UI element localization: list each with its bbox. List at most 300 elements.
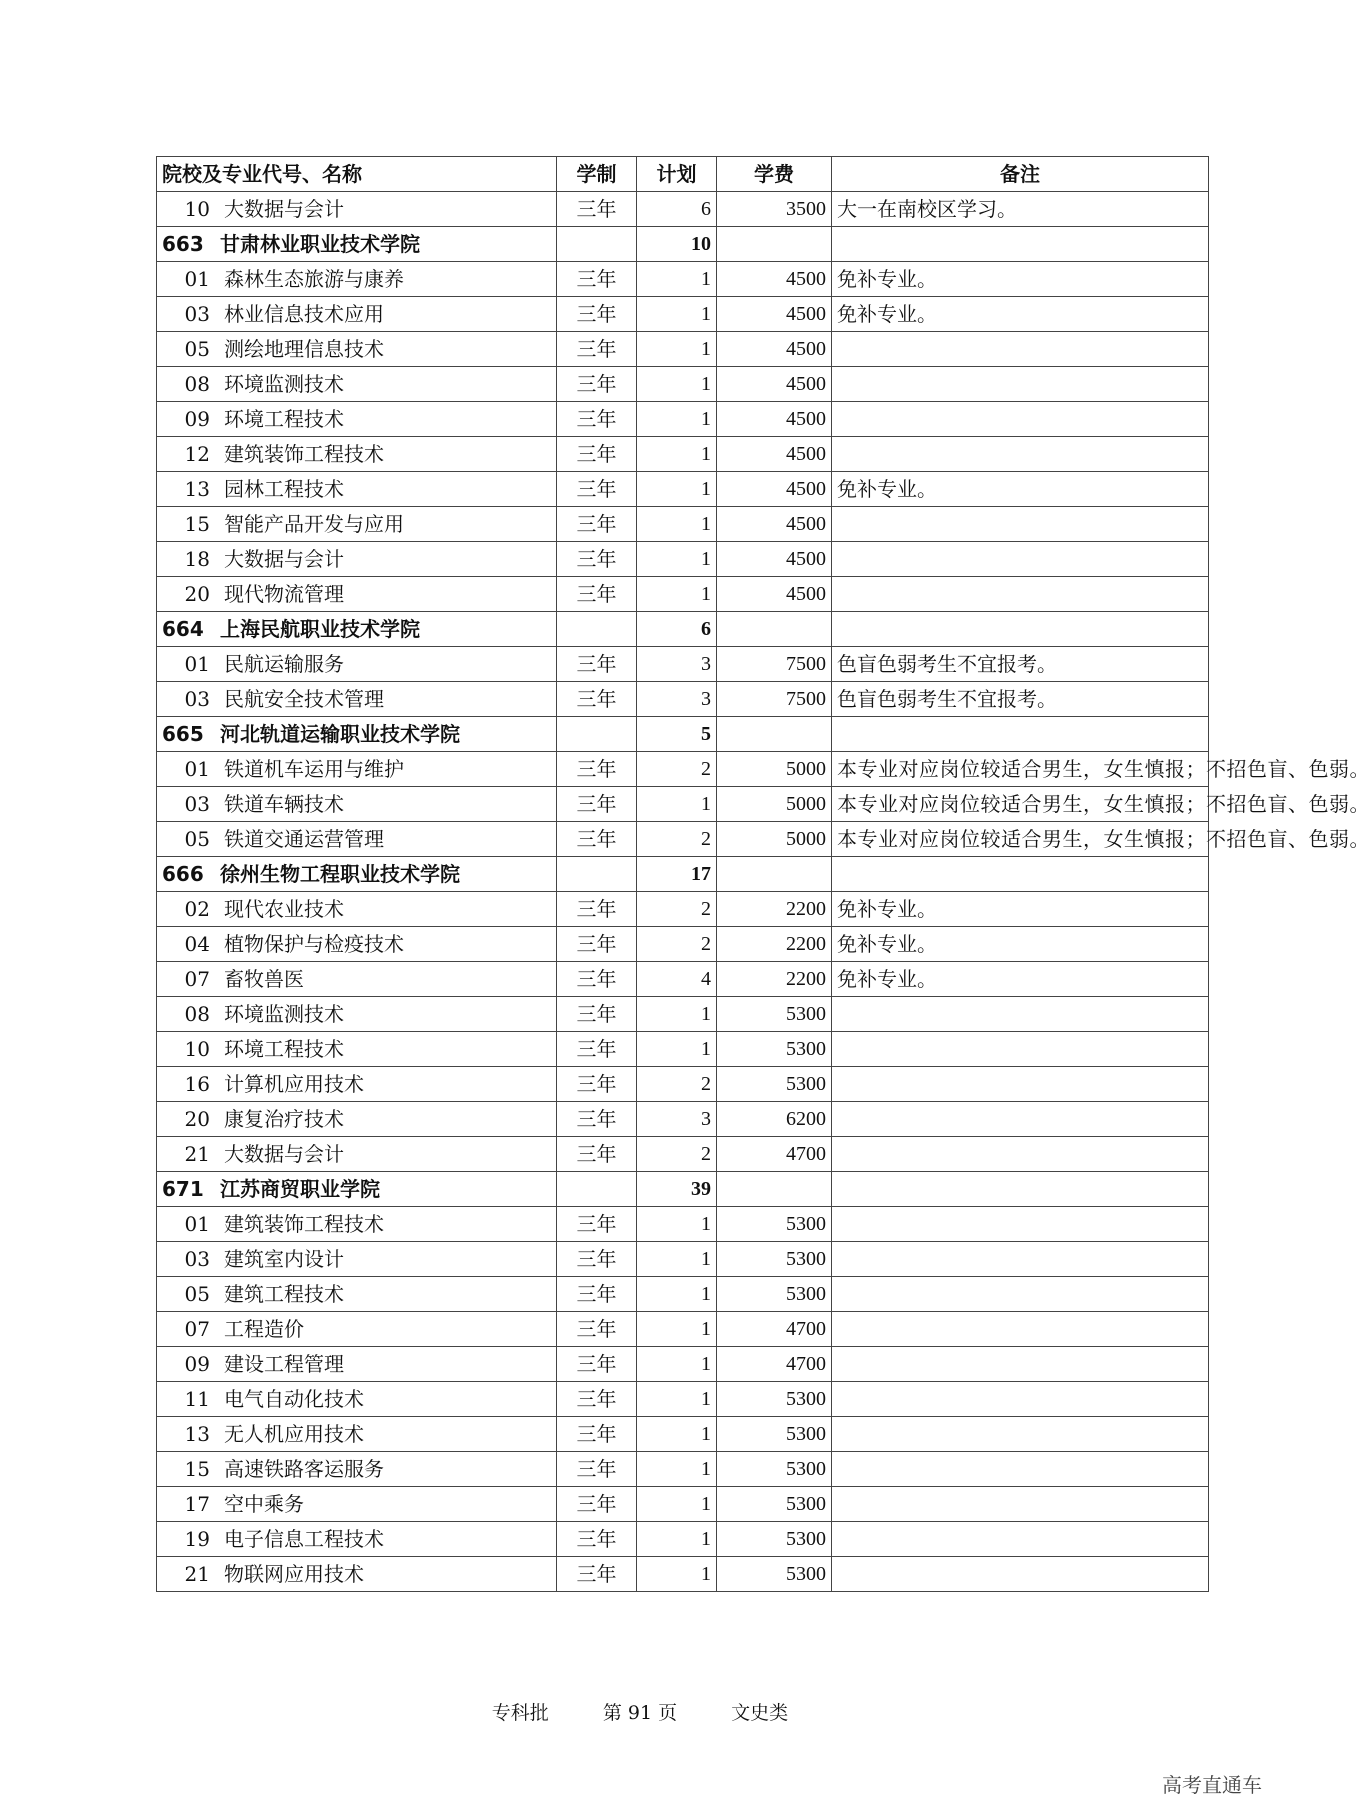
major-name: 林业信息技术应用 [224, 301, 384, 326]
major-row [157, 1557, 1209, 1592]
note-cell: 免补专业。 [832, 927, 1209, 962]
major-row [157, 1382, 1209, 1417]
years-cell: 三年 [557, 822, 637, 857]
major-name: 建设工程管理 [224, 1351, 344, 1376]
note-cell [832, 577, 1209, 612]
major-name-cell [157, 542, 557, 577]
major-code: 03 [184, 301, 210, 326]
fee-cell: 4500 [717, 367, 832, 402]
major-name-cell [157, 682, 557, 717]
school-name-cell [157, 612, 557, 647]
major-row [157, 892, 1209, 927]
plan-cell: 1 [637, 1032, 717, 1067]
plan-cell: 2 [637, 1137, 717, 1172]
note-cell: 色盲色弱考生不宜报考。 [832, 647, 1209, 682]
major-code: 15 [184, 1456, 210, 1481]
years-cell [557, 612, 637, 647]
school-plan-total: 5 [637, 717, 717, 752]
major-name: 环境工程技术 [224, 1036, 344, 1061]
plan-cell: 3 [637, 647, 717, 682]
years-cell: 三年 [557, 1487, 637, 1522]
major-code: 21 [184, 1141, 210, 1166]
note-cell [832, 997, 1209, 1032]
note-cell [832, 1102, 1209, 1137]
major-name: 植物保护与检疫技术 [224, 931, 404, 956]
plan-cell: 3 [637, 682, 717, 717]
major-code: 01 [184, 756, 210, 781]
years-cell: 三年 [557, 997, 637, 1032]
years-cell: 三年 [557, 297, 637, 332]
plan-cell: 1 [637, 542, 717, 577]
table-header-row [157, 157, 1209, 192]
major-name: 畜牧兽医 [224, 966, 304, 991]
years-cell: 三年 [557, 927, 637, 962]
years-cell: 三年 [557, 542, 637, 577]
major-code: 10 [184, 196, 210, 221]
years-cell: 三年 [557, 332, 637, 367]
fee-cell [717, 717, 832, 752]
school-code: 664 [162, 616, 204, 641]
school-row [157, 227, 1209, 262]
major-name-cell [157, 262, 557, 297]
header-fee: 学费 [717, 157, 832, 192]
note-cell [832, 1452, 1209, 1487]
major-name-cell [157, 647, 557, 682]
note-cell: 色盲色弱考生不宜报考。 [832, 682, 1209, 717]
years-cell [557, 857, 637, 892]
major-name-cell [157, 297, 557, 332]
major-row [157, 192, 1209, 227]
note-cell [832, 1522, 1209, 1557]
major-name-cell [157, 962, 557, 997]
note-cell [832, 367, 1209, 402]
fee-cell: 5300 [717, 1452, 832, 1487]
years-cell: 三年 [557, 787, 637, 822]
major-code: 03 [184, 1246, 210, 1271]
note-cell [832, 1417, 1209, 1452]
years-cell: 三年 [557, 1452, 637, 1487]
fee-cell: 4500 [717, 262, 832, 297]
major-code: 12 [184, 441, 210, 466]
major-name: 高速铁路客运服务 [224, 1456, 384, 1481]
major-row [157, 1067, 1209, 1102]
fee-cell: 5300 [717, 1557, 832, 1592]
plan-cell: 1 [637, 332, 717, 367]
major-row [157, 787, 1209, 822]
plan-cell: 1 [637, 1312, 717, 1347]
plan-cell: 1 [637, 1452, 717, 1487]
major-name-cell [157, 1102, 557, 1137]
years-cell: 三年 [557, 752, 637, 787]
note-cell [832, 542, 1209, 577]
major-name: 环境工程技术 [224, 406, 344, 431]
major-name: 大数据与会计 [224, 546, 344, 571]
page-footer [0, 1698, 1280, 1725]
major-row [157, 297, 1209, 332]
major-code: 21 [184, 1561, 210, 1586]
major-row [157, 1312, 1209, 1347]
major-name-cell [157, 997, 557, 1032]
school-plan-total: 39 [637, 1172, 717, 1207]
major-name-cell [157, 1067, 557, 1102]
major-row [157, 1277, 1209, 1312]
major-name-cell [157, 1312, 557, 1347]
major-row [157, 472, 1209, 507]
major-row [157, 402, 1209, 437]
major-code: 03 [184, 686, 210, 711]
fee-cell: 4500 [717, 297, 832, 332]
school-code: 666 [162, 861, 204, 886]
major-row [157, 542, 1209, 577]
fee-cell: 4500 [717, 437, 832, 472]
major-name-cell [157, 332, 557, 367]
fee-cell: 4700 [717, 1312, 832, 1347]
major-name: 无人机应用技术 [224, 1421, 364, 1446]
years-cell: 三年 [557, 682, 637, 717]
major-name: 民航运输服务 [224, 651, 344, 676]
school-name: 甘肃林业职业技术学院 [220, 231, 420, 256]
school-name-cell [157, 227, 557, 262]
years-cell: 三年 [557, 1067, 637, 1102]
major-name-cell [157, 577, 557, 612]
major-code: 18 [184, 546, 210, 571]
major-row [157, 1137, 1209, 1172]
major-name: 建筑装饰工程技术 [224, 441, 384, 466]
note-cell [832, 1242, 1209, 1277]
major-code: 01 [184, 266, 210, 291]
major-name-cell [157, 1207, 557, 1242]
years-cell: 三年 [557, 647, 637, 682]
note-cell [832, 507, 1209, 542]
fee-cell: 5300 [717, 1487, 832, 1522]
fee-cell: 7500 [717, 647, 832, 682]
major-name-cell [157, 437, 557, 472]
major-row [157, 507, 1209, 542]
years-cell: 三年 [557, 1522, 637, 1557]
major-code: 01 [184, 651, 210, 676]
fee-cell: 5300 [717, 1207, 832, 1242]
plan-cell: 1 [637, 1417, 717, 1452]
major-row [157, 1487, 1209, 1522]
major-code: 05 [184, 336, 210, 361]
major-name-cell [157, 927, 557, 962]
plan-cell: 1 [637, 507, 717, 542]
plan-cell: 1 [637, 402, 717, 437]
note-cell [832, 1557, 1209, 1592]
major-name-cell [157, 1557, 557, 1592]
school-code: 671 [162, 1176, 204, 1201]
school-name-cell [157, 717, 557, 752]
years-cell: 三年 [557, 1557, 637, 1592]
major-code: 20 [184, 1106, 210, 1131]
note-cell [832, 1277, 1209, 1312]
fee-cell: 2200 [717, 962, 832, 997]
years-cell [557, 717, 637, 752]
major-name-cell [157, 507, 557, 542]
plan-cell: 1 [637, 1242, 717, 1277]
major-name-cell [157, 1347, 557, 1382]
major-name-cell [157, 1522, 557, 1557]
plan-cell: 2 [637, 752, 717, 787]
note-cell [832, 1312, 1209, 1347]
major-code: 17 [184, 1491, 210, 1516]
school-row [157, 612, 1209, 647]
school-name: 徐州生物工程职业技术学院 [220, 861, 460, 886]
major-row [157, 997, 1209, 1032]
note-cell [832, 612, 1209, 647]
note-cell: 免补专业。 [832, 472, 1209, 507]
plan-cell: 1 [637, 472, 717, 507]
plan-cell: 1 [637, 1557, 717, 1592]
major-code: 08 [184, 371, 210, 396]
note-cell: 免补专业。 [832, 962, 1209, 997]
major-name-cell [157, 1382, 557, 1417]
fee-cell: 5300 [717, 997, 832, 1032]
major-row [157, 752, 1209, 787]
plan-cell: 3 [637, 1102, 717, 1137]
major-row [157, 262, 1209, 297]
major-row [157, 1417, 1209, 1452]
fee-cell: 4500 [717, 507, 832, 542]
plan-cell: 1 [637, 997, 717, 1032]
major-name: 工程造价 [224, 1316, 304, 1341]
major-name-cell [157, 472, 557, 507]
major-code: 07 [184, 1316, 210, 1341]
major-name-cell [157, 892, 557, 927]
header-years: 学制 [557, 157, 637, 192]
major-row [157, 927, 1209, 962]
enrollment-table [156, 156, 1370, 1592]
major-name-cell [157, 1137, 557, 1172]
major-name: 民航安全技术管理 [224, 686, 384, 711]
years-cell: 三年 [557, 367, 637, 402]
years-cell: 三年 [557, 1347, 637, 1382]
school-code: 663 [162, 231, 204, 256]
fee-cell [717, 612, 832, 647]
plan-cell: 1 [637, 1347, 717, 1382]
school-row [157, 1172, 1209, 1207]
major-code: 07 [184, 966, 210, 991]
plan-cell: 2 [637, 892, 717, 927]
major-name: 铁道机车运用与维护 [224, 756, 404, 781]
major-row [157, 1347, 1209, 1382]
note-cell [832, 402, 1209, 437]
note-cell: 本专业对应岗位较适合男生，女生慎报；不招色盲、色弱。 [832, 787, 1209, 822]
major-code: 09 [184, 406, 210, 431]
major-code: 15 [184, 511, 210, 536]
plan-cell: 1 [637, 297, 717, 332]
major-name: 康复治疗技术 [224, 1106, 344, 1131]
note-cell [832, 227, 1209, 262]
years-cell: 三年 [557, 262, 637, 297]
note-cell: 本专业对应岗位较适合男生，女生慎报；不招色盲、色弱。 [832, 822, 1209, 857]
major-code: 09 [184, 1351, 210, 1376]
school-name-cell [157, 1172, 557, 1207]
major-code: 05 [184, 1281, 210, 1306]
years-cell: 三年 [557, 402, 637, 437]
major-row [157, 367, 1209, 402]
note-cell: 免补专业。 [832, 262, 1209, 297]
major-name: 智能产品开发与应用 [224, 511, 404, 536]
major-name: 环境监测技术 [224, 1001, 344, 1026]
major-row [157, 577, 1209, 612]
major-code: 10 [184, 1036, 210, 1061]
plan-cell: 2 [637, 1067, 717, 1102]
major-code: 19 [184, 1526, 210, 1551]
major-code: 20 [184, 581, 210, 606]
school-plan-total: 17 [637, 857, 717, 892]
note-cell [832, 1172, 1209, 1207]
plan-cell: 2 [637, 927, 717, 962]
major-code: 11 [184, 1386, 210, 1411]
major-name: 电气自动化技术 [224, 1386, 364, 1411]
fee-cell: 5300 [717, 1277, 832, 1312]
major-name: 建筑工程技术 [224, 1281, 344, 1306]
plan-cell: 1 [637, 367, 717, 402]
major-name: 铁道交通运营管理 [224, 826, 384, 851]
fee-cell: 5300 [717, 1067, 832, 1102]
fee-cell: 4500 [717, 472, 832, 507]
major-name: 大数据与会计 [224, 196, 344, 221]
major-name: 电子信息工程技术 [224, 1526, 384, 1551]
school-name: 江苏商贸职业学院 [220, 1176, 380, 1201]
major-name-cell [157, 1242, 557, 1277]
major-row [157, 1242, 1209, 1277]
note-cell: 大一在南校区学习。 [832, 192, 1209, 227]
note-cell [832, 1067, 1209, 1102]
major-name: 现代物流管理 [224, 581, 344, 606]
major-code: 08 [184, 1001, 210, 1026]
school-name: 河北轨道运输职业技术学院 [220, 721, 460, 746]
fee-cell: 4500 [717, 542, 832, 577]
fee-cell: 4700 [717, 1347, 832, 1382]
major-code: 04 [184, 931, 210, 956]
years-cell: 三年 [557, 1207, 637, 1242]
major-row [157, 437, 1209, 472]
major-name: 大数据与会计 [224, 1141, 344, 1166]
years-cell: 三年 [557, 962, 637, 997]
years-cell: 三年 [557, 1137, 637, 1172]
major-name: 现代农业技术 [224, 896, 344, 921]
fee-cell: 6200 [717, 1102, 832, 1137]
years-cell: 三年 [557, 1382, 637, 1417]
fee-cell: 5000 [717, 752, 832, 787]
major-row [157, 1032, 1209, 1067]
major-name-cell [157, 192, 557, 227]
major-name-cell [157, 822, 557, 857]
table-body [157, 192, 1370, 1592]
years-cell: 三年 [557, 1277, 637, 1312]
note-cell [832, 1137, 1209, 1172]
years-cell: 三年 [557, 892, 637, 927]
major-name-cell [157, 752, 557, 787]
fee-cell: 3500 [717, 192, 832, 227]
fee-cell: 4500 [717, 577, 832, 612]
fee-cell: 2200 [717, 927, 832, 962]
fee-cell [717, 227, 832, 262]
years-cell [557, 1172, 637, 1207]
major-name: 空中乘务 [224, 1491, 304, 1516]
header-name: 院校及专业代号、名称 [157, 157, 557, 192]
major-row [157, 1452, 1209, 1487]
fee-cell: 4500 [717, 332, 832, 367]
fee-cell: 5300 [717, 1242, 832, 1277]
major-name-cell [157, 1417, 557, 1452]
major-name: 环境监测技术 [224, 371, 344, 396]
fee-cell [717, 857, 832, 892]
note-cell: 免补专业。 [832, 297, 1209, 332]
fee-cell: 5000 [717, 787, 832, 822]
major-name: 建筑室内设计 [224, 1246, 344, 1271]
note-cell [832, 1347, 1209, 1382]
years-cell: 三年 [557, 472, 637, 507]
plan-cell: 1 [637, 1487, 717, 1522]
note-cell: 本专业对应岗位较适合男生，女生慎报；不招色盲、色弱。 [832, 752, 1209, 787]
major-name: 物联网应用技术 [224, 1561, 364, 1586]
major-row [157, 962, 1209, 997]
fee-cell: 5000 [717, 822, 832, 857]
major-row [157, 647, 1209, 682]
fee-cell: 5300 [717, 1032, 832, 1067]
note-cell [832, 857, 1209, 892]
major-row [157, 682, 1209, 717]
note-cell [832, 1487, 1209, 1522]
major-name-cell [157, 1487, 557, 1522]
years-cell: 三年 [557, 1032, 637, 1067]
note-cell [832, 1382, 1209, 1417]
school-code: 665 [162, 721, 204, 746]
plan-cell: 1 [637, 437, 717, 472]
note-cell [832, 717, 1209, 752]
major-name-cell [157, 1032, 557, 1067]
major-row [157, 1102, 1209, 1137]
plan-cell: 6 [637, 192, 717, 227]
fee-cell: 5300 [717, 1522, 832, 1557]
major-name: 铁道车辆技术 [224, 791, 344, 816]
fee-cell: 2200 [717, 892, 832, 927]
years-cell: 三年 [557, 1312, 637, 1347]
school-row [157, 717, 1209, 752]
major-name-cell [157, 1277, 557, 1312]
major-code: 01 [184, 1211, 210, 1236]
major-name-cell [157, 787, 557, 822]
fee-cell: 4500 [717, 402, 832, 437]
fee-cell: 5300 [717, 1382, 832, 1417]
plan-cell: 4 [637, 962, 717, 997]
major-row [157, 822, 1209, 857]
note-cell: 免补专业。 [832, 892, 1209, 927]
school-name: 上海民航职业技术学院 [220, 616, 420, 641]
footer-category: 文史类 [731, 1702, 789, 1724]
school-row [157, 857, 1209, 892]
major-name: 森林生态旅游与康养 [224, 266, 404, 291]
years-cell: 三年 [557, 507, 637, 542]
years-cell: 三年 [557, 1242, 637, 1277]
school-plan-total: 10 [637, 227, 717, 262]
plan-cell: 1 [637, 787, 717, 822]
note-cell [832, 1032, 1209, 1067]
major-name-cell [157, 367, 557, 402]
plan-cell: 1 [637, 1522, 717, 1557]
plan-cell: 1 [637, 262, 717, 297]
watermark-text: 高考直通车 [1162, 1773, 1262, 1797]
school-plan-total: 6 [637, 612, 717, 647]
footer-page-number: 第 91 页 [602, 1702, 678, 1724]
header-plan: 计划 [637, 157, 717, 192]
note-cell [832, 437, 1209, 472]
major-name-cell [157, 402, 557, 437]
major-code: 13 [184, 1421, 210, 1446]
